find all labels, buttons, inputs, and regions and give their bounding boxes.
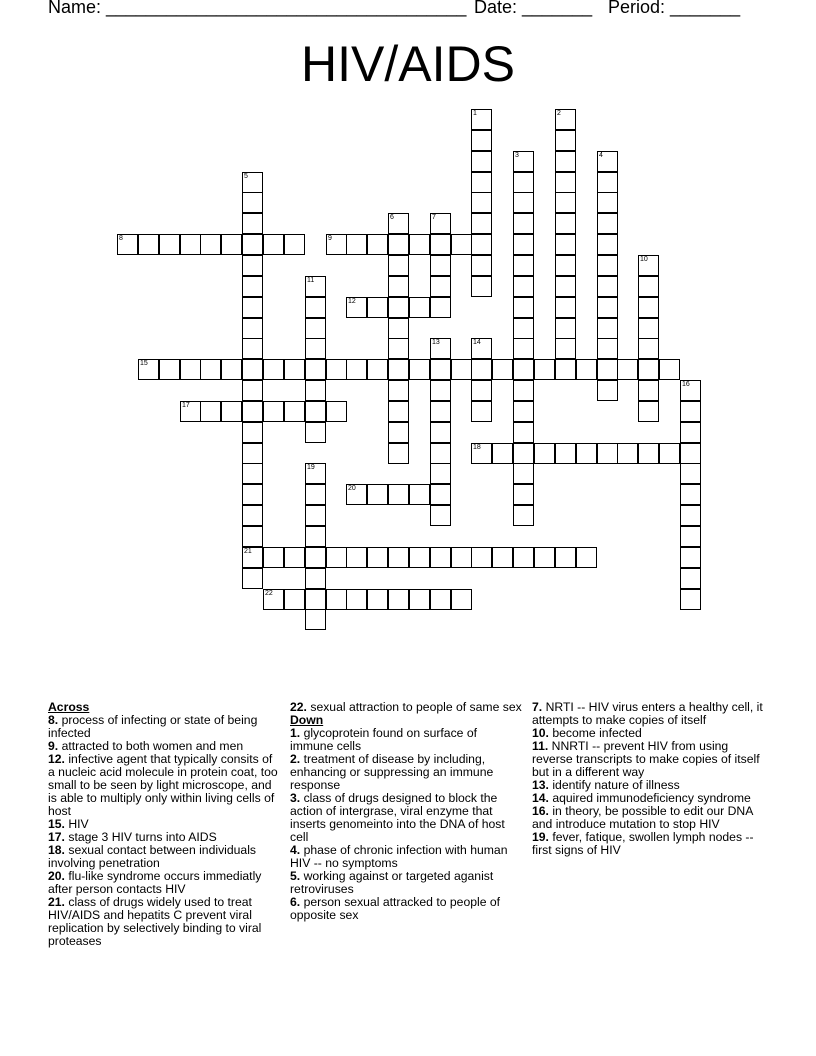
crossword-cell[interactable]	[409, 547, 430, 568]
crossword-cell[interactable]	[305, 422, 326, 443]
crossword-cell[interactable]	[242, 213, 263, 234]
clue-number: 21	[244, 548, 252, 555]
crossword-cell[interactable]	[305, 338, 326, 359]
crossword-cell[interactable]	[242, 568, 263, 589]
crossword-cell[interactable]	[180, 359, 201, 380]
crossword-cell[interactable]	[471, 401, 492, 422]
crossword-cell[interactable]	[180, 401, 201, 422]
crossword-cell[interactable]	[326, 547, 347, 568]
crossword-cell[interactable]	[305, 568, 326, 589]
crossword-cell[interactable]	[200, 359, 221, 380]
crossword-cell[interactable]	[534, 359, 555, 380]
crossword-cell[interactable]	[513, 213, 534, 234]
clues-column-2	[290, 701, 522, 922]
crossword-cell[interactable]	[367, 234, 388, 255]
crossword-cell[interactable]	[638, 443, 659, 464]
clue-number: 17	[182, 402, 190, 409]
clue-number: 20	[348, 485, 356, 492]
crossword-cell[interactable]	[388, 276, 409, 297]
crossword-cell[interactable]	[430, 234, 451, 255]
crossword-cell[interactable]	[221, 401, 242, 422]
clue-number: 1	[473, 110, 477, 117]
crossword-cell[interactable]	[513, 359, 534, 380]
crossword-cell[interactable]	[242, 547, 263, 568]
crossword-cell[interactable]	[430, 380, 451, 401]
crossword-cell[interactable]	[638, 318, 659, 339]
crossword-cell[interactable]	[680, 526, 701, 547]
crossword-cell[interactable]	[326, 234, 347, 255]
crossword-cell[interactable]	[680, 484, 701, 505]
crossword-cell[interactable]	[430, 422, 451, 443]
crossword-cell[interactable]	[597, 213, 618, 234]
crossword-cell[interactable]	[388, 422, 409, 443]
crossword-cell[interactable]	[680, 422, 701, 443]
crossword-cell[interactable]	[326, 359, 347, 380]
crossword-cell[interactable]	[305, 484, 326, 505]
crossword-cell[interactable]	[180, 234, 201, 255]
crossword-cell[interactable]	[430, 213, 451, 234]
crossword-cell[interactable]	[221, 359, 242, 380]
crossword-cell[interactable]	[471, 109, 492, 130]
crossword-cell[interactable]	[513, 443, 534, 464]
crossword-cell[interactable]	[597, 318, 618, 339]
clue-down-13: 13. identify nature of illness	[532, 778, 680, 792]
crossword-cell[interactable]	[576, 547, 597, 568]
crossword-cell[interactable]	[305, 589, 326, 610]
crossword-cell[interactable]	[242, 484, 263, 505]
crossword-cell[interactable]	[471, 130, 492, 151]
crossword-cell[interactable]	[555, 255, 576, 276]
crossword-cell[interactable]	[597, 234, 618, 255]
crossword-cell[interactable]	[680, 505, 701, 526]
crossword-cell[interactable]	[409, 234, 430, 255]
crossword-cell[interactable]	[388, 380, 409, 401]
crossword-cell[interactable]	[471, 359, 492, 380]
crossword-cell[interactable]	[305, 526, 326, 547]
crossword-cell[interactable]	[513, 547, 534, 568]
crossword-cell[interactable]	[430, 276, 451, 297]
crossword-cell[interactable]	[513, 505, 534, 526]
crossword-cell[interactable]	[305, 463, 326, 484]
crossword-cell[interactable]	[409, 297, 430, 318]
crossword-cell[interactable]	[555, 547, 576, 568]
crossword-cell[interactable]	[242, 276, 263, 297]
crossword-cell[interactable]	[471, 151, 492, 172]
crossword-cell[interactable]	[242, 318, 263, 339]
crossword-cell[interactable]	[388, 338, 409, 359]
crossword-cell[interactable]	[430, 297, 451, 318]
crossword-cell[interactable]	[430, 255, 451, 276]
crossword-cell[interactable]	[513, 151, 534, 172]
crossword-cell[interactable]	[555, 276, 576, 297]
crossword-cell[interactable]	[597, 380, 618, 401]
crossword-cell[interactable]	[284, 359, 305, 380]
clue-number: 22	[265, 590, 273, 597]
crossword-cell[interactable]	[430, 401, 451, 422]
crossword-cell[interactable]	[513, 380, 534, 401]
clue-number: 18	[473, 444, 481, 451]
crossword-cell[interactable]	[471, 380, 492, 401]
crossword-cell[interactable]	[242, 505, 263, 526]
crossword-cell[interactable]	[159, 234, 180, 255]
crossword-cell[interactable]	[305, 318, 326, 339]
crossword-cell[interactable]	[513, 318, 534, 339]
crossword-cell[interactable]	[555, 192, 576, 213]
crossword-cell[interactable]	[534, 547, 555, 568]
crossword-cell[interactable]	[388, 255, 409, 276]
crossword-cell[interactable]	[471, 172, 492, 193]
crossword-cell[interactable]	[638, 255, 659, 276]
crossword-cell[interactable]	[513, 484, 534, 505]
crossword-cell[interactable]	[305, 547, 326, 568]
crossword-cell[interactable]	[597, 255, 618, 276]
crossword-cell[interactable]	[409, 484, 430, 505]
crossword-cell[interactable]	[597, 359, 618, 380]
crossword-cell[interactable]	[451, 359, 472, 380]
crossword-cell[interactable]	[680, 401, 701, 422]
crossword-cell[interactable]	[555, 109, 576, 130]
clue-number: 8	[119, 235, 123, 242]
clue-number: 7	[432, 214, 436, 221]
crossword-cell[interactable]	[617, 443, 638, 464]
crossword-cell[interactable]	[597, 338, 618, 359]
crossword-cell[interactable]	[513, 463, 534, 484]
crossword-cell[interactable]	[680, 568, 701, 589]
clue-number: 2	[557, 110, 561, 117]
clues-column-3	[532, 701, 772, 857]
crossword-cell[interactable]	[492, 443, 513, 464]
crossword-cell[interactable]	[638, 338, 659, 359]
crossword-cell[interactable]	[492, 359, 513, 380]
crossword-cell[interactable]	[242, 463, 263, 484]
crossword-cell[interactable]	[367, 547, 388, 568]
crossword-cell[interactable]	[159, 359, 180, 380]
clue-across-9: 9. attracted to both women and men	[48, 739, 244, 753]
clues-column-1	[48, 701, 280, 948]
page-title: HIV/AIDS	[301, 36, 515, 92]
crossword-cell[interactable]	[680, 443, 701, 464]
crossword-cell[interactable]	[555, 151, 576, 172]
clue-number: 19	[307, 464, 315, 471]
crossword-cell[interactable]	[513, 234, 534, 255]
period-field[interactable]: Period: _______	[608, 0, 741, 17]
crossword-cell[interactable]	[326, 589, 347, 610]
crossword-cell[interactable]	[388, 213, 409, 234]
crossword-cell[interactable]	[513, 338, 534, 359]
crossword-cell[interactable]	[346, 359, 367, 380]
crossword-cell[interactable]	[513, 401, 534, 422]
crossword-cell[interactable]	[430, 443, 451, 464]
crossword-cell[interactable]	[263, 547, 284, 568]
name-field[interactable]: Name: ____________________________________	[48, 0, 467, 17]
crossword-cell[interactable]	[430, 505, 451, 526]
clue-number: 11	[307, 277, 315, 284]
crossword-cell[interactable]	[346, 297, 367, 318]
crossword-cell[interactable]	[388, 547, 409, 568]
crossword-cell[interactable]	[305, 276, 326, 297]
crossword-cell[interactable]	[284, 547, 305, 568]
crossword-cell[interactable]	[430, 484, 451, 505]
clue-down-6: 6. person sexual attracked to people of opposite sex	[290, 895, 501, 922]
crossword-cell[interactable]	[305, 297, 326, 318]
crossword-cell[interactable]	[346, 234, 367, 255]
crossword-cell[interactable]	[346, 589, 367, 610]
crossword-cell[interactable]	[117, 234, 138, 255]
crossword-cell[interactable]	[305, 401, 326, 422]
crossword-cell[interactable]	[597, 151, 618, 172]
crossword-cell[interactable]	[430, 338, 451, 359]
crossword-cell[interactable]	[555, 318, 576, 339]
crossword-cell[interactable]	[513, 297, 534, 318]
crossword-cell[interactable]	[555, 359, 576, 380]
clue-down-14: 14. aquired immunodeficiency syndrome	[532, 791, 751, 805]
crossword-cell[interactable]	[305, 380, 326, 401]
crossword-cell[interactable]	[430, 359, 451, 380]
crossword-cell[interactable]	[409, 589, 430, 610]
crossword-cell[interactable]	[242, 401, 263, 422]
crossword-cell[interactable]	[513, 172, 534, 193]
crossword-cell[interactable]	[242, 380, 263, 401]
crossword-cell[interactable]	[242, 172, 263, 193]
crossword-cell[interactable]	[597, 192, 618, 213]
crossword-cell[interactable]	[638, 297, 659, 318]
crossword-cell[interactable]	[513, 276, 534, 297]
crossword-cell[interactable]	[597, 443, 618, 464]
crossword-cell[interactable]	[221, 234, 242, 255]
crossword-cell[interactable]	[242, 297, 263, 318]
crossword-cell[interactable]	[367, 359, 388, 380]
crossword-cell[interactable]	[659, 359, 680, 380]
crossword-cell[interactable]	[284, 589, 305, 610]
crossword-cell[interactable]	[242, 338, 263, 359]
crossword-cell[interactable]	[471, 192, 492, 213]
crossword-cell[interactable]	[555, 130, 576, 151]
crossword-cell[interactable]	[263, 589, 284, 610]
crossword-cell[interactable]	[555, 172, 576, 193]
crossword-cell[interactable]	[138, 234, 159, 255]
crossword-cell[interactable]	[492, 547, 513, 568]
crossword-cell[interactable]	[659, 443, 680, 464]
clue-number: 12	[348, 298, 356, 305]
crossword-cell[interactable]	[430, 463, 451, 484]
crossword-cell[interactable]	[284, 401, 305, 422]
crossword-cell[interactable]	[242, 255, 263, 276]
clue-number: 6	[390, 214, 394, 221]
crossword-cell[interactable]	[451, 547, 472, 568]
crossword-cell[interactable]	[138, 359, 159, 380]
crossword-cell[interactable]	[326, 401, 347, 422]
crossword-cell[interactable]	[680, 463, 701, 484]
clue-down-16: 16. in theory, be possible to edit our DNA and introduce mutation to stop HIV	[532, 804, 753, 831]
crossword-cell[interactable]	[451, 589, 472, 610]
clue-number: 4	[599, 152, 603, 159]
crossword-cell[interactable]	[388, 443, 409, 464]
crossword-cell[interactable]	[471, 547, 492, 568]
crossword-cell[interactable]	[388, 484, 409, 505]
crossword-cell[interactable]	[471, 234, 492, 255]
crossword-cell[interactable]	[513, 422, 534, 443]
clue-down-3: 3. class of drugs designed to block the action of intergrase, viral enzyme that inserts genomeinto into the DNA of host cell	[290, 791, 505, 844]
crossword-cell[interactable]	[200, 234, 221, 255]
crossword-cell[interactable]	[305, 609, 326, 630]
crossword-cell[interactable]	[367, 589, 388, 610]
clue-number: 16	[682, 381, 690, 388]
clue-number: 9	[328, 235, 332, 242]
crossword-cell[interactable]	[638, 359, 659, 380]
crossword-cell[interactable]	[513, 255, 534, 276]
crossword-cell[interactable]	[555, 443, 576, 464]
clue-down-10: 10. become infected	[532, 726, 642, 740]
crossword-cell[interactable]	[513, 192, 534, 213]
crossword-cell[interactable]	[242, 359, 263, 380]
clue-down-7: 7. NRTI -- HIV virus enters a healthy cell, it attempts to make copies of itself	[532, 700, 763, 727]
crossword-cell[interactable]	[263, 234, 284, 255]
crossword-cell[interactable]	[576, 359, 597, 380]
clue-across-20: 20. flu-like syndrome occurs immediatly after person contacts HIV	[48, 869, 262, 896]
clue-down-11: 11. NNRTI -- prevent HIV from using reverse transcripts to make copies of itself but in a different way	[532, 739, 760, 779]
clue-down-1: 1. glycoprotein found on surface of immune cells	[290, 726, 478, 753]
crossword-cell[interactable]	[597, 276, 618, 297]
clue-number: 15	[140, 360, 148, 367]
crossword-cell[interactable]	[471, 338, 492, 359]
crossword-cell[interactable]	[388, 234, 409, 255]
clue-number: 13	[432, 339, 440, 346]
crossword-cell[interactable]	[388, 589, 409, 610]
crossword-cell[interactable]	[555, 338, 576, 359]
crossword-cell[interactable]	[576, 443, 597, 464]
crossword-cell[interactable]	[471, 213, 492, 234]
clue-across-8: 8. process of infecting or state of being infected	[48, 713, 258, 740]
crossword-cell[interactable]	[367, 484, 388, 505]
crossword-cell[interactable]	[305, 505, 326, 526]
clue-across-15: 15. HIV	[48, 817, 89, 831]
crossword-cell[interactable]	[638, 380, 659, 401]
crossword-cell[interactable]	[680, 380, 701, 401]
crossword-cell[interactable]	[346, 547, 367, 568]
clue-number: 3	[515, 152, 519, 159]
down-heading: Down	[290, 713, 324, 727]
crossword-cell[interactable]	[471, 443, 492, 464]
crossword-cell[interactable]	[346, 484, 367, 505]
crossword-cell[interactable]	[388, 359, 409, 380]
crossword-cell[interactable]	[263, 359, 284, 380]
crossword-cell[interactable]	[597, 297, 618, 318]
crossword-cell[interactable]	[388, 318, 409, 339]
crossword-cell[interactable]	[284, 234, 305, 255]
crossword-cell[interactable]	[638, 276, 659, 297]
clue-across-12: 12. infective agent that typically consits of a nucleic acid molecule in protein coat, too small to be seen by light microscope, and is able to multiply only within living cells of host	[48, 752, 278, 818]
crossword-cell[interactable]	[305, 359, 326, 380]
crossword-cell[interactable]	[680, 547, 701, 568]
crossword-cell[interactable]	[451, 234, 472, 255]
crossword-cell[interactable]	[263, 401, 284, 422]
crossword-cell[interactable]	[471, 255, 492, 276]
crossword-cell[interactable]	[597, 172, 618, 193]
crossword-cell[interactable]	[242, 422, 263, 443]
crossword-cell[interactable]	[430, 547, 451, 568]
crossword-cell[interactable]	[242, 234, 263, 255]
clue-across-22: 22. sexual attraction to people of same sex	[290, 700, 522, 714]
crossword-cell[interactable]	[555, 234, 576, 255]
date-field[interactable]: Date: _______	[474, 0, 593, 17]
crossword-cell[interactable]	[242, 526, 263, 547]
clue-number: 5	[244, 173, 248, 180]
crossword-cell[interactable]	[680, 589, 701, 610]
clue-across-18: 18. sexual contact between individuals involving penetration	[48, 843, 257, 870]
crossword-cell[interactable]	[242, 192, 263, 213]
crossword-cell[interactable]	[430, 589, 451, 610]
crossword-cell[interactable]	[388, 401, 409, 422]
clue-across-21: 21. class of drugs widely used to treat HIV/AIDS and hepatits C prevent viral replication by selectively binding to viral proteases	[48, 895, 262, 948]
clue-across-17: 17. stage 3 HIV turns into AIDS	[48, 830, 217, 844]
crossword-cell[interactable]	[534, 443, 555, 464]
crossword-cell[interactable]	[471, 276, 492, 297]
clue-down-5: 5. working against or targeted aganist retroviruses	[290, 869, 494, 896]
crossword-cell[interactable]	[638, 401, 659, 422]
clue-down-4: 4. phase of chronic infection with human HIV -- no symptoms	[290, 843, 508, 870]
clue-down-2: 2. treatment of disease by including, enhancing or suppressing an immune response	[290, 752, 494, 792]
clue-number: 14	[473, 339, 481, 346]
crossword-cell[interactable]	[617, 359, 638, 380]
crossword-cell[interactable]	[555, 213, 576, 234]
crossword-cell[interactable]	[367, 297, 388, 318]
clue-down-19: 19. fever, fatique, swollen lymph nodes -- first signs of HIV	[532, 830, 754, 857]
crossword-cell[interactable]	[409, 359, 430, 380]
crossword-cell[interactable]	[388, 297, 409, 318]
crossword-cell[interactable]	[555, 297, 576, 318]
clue-number: 10	[640, 256, 648, 263]
crossword-cell[interactable]	[242, 443, 263, 464]
crossword-cell[interactable]	[200, 401, 221, 422]
across-heading: Across	[48, 700, 90, 714]
